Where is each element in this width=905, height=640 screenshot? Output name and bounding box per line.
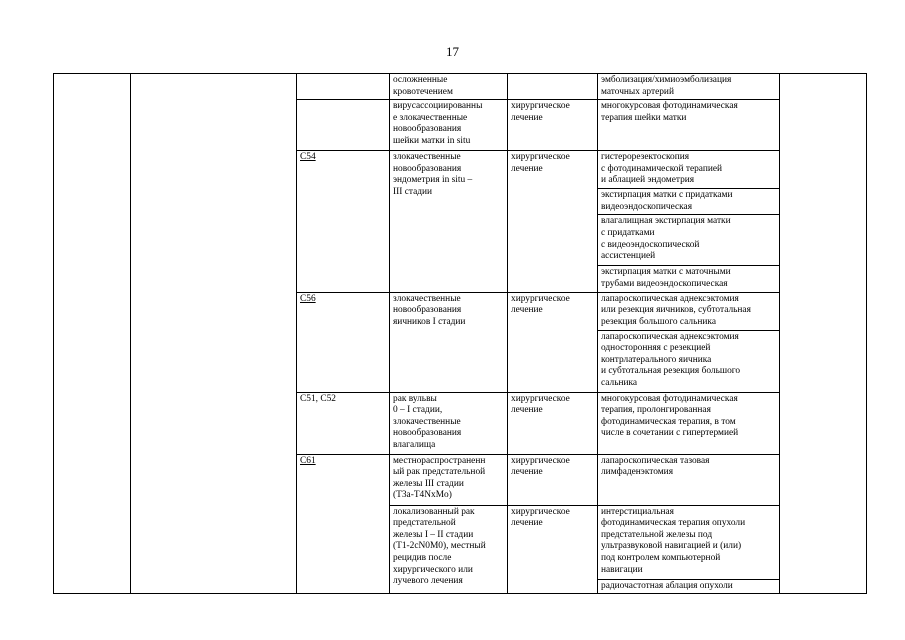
diagnosis-cell: осложненные кровотечением (390, 74, 508, 100)
icd-code-cell (297, 100, 390, 151)
treatment-cell: хирургическое лечение (508, 292, 598, 392)
icd-code-cell: C56 (297, 292, 390, 392)
icd-code-cell (297, 74, 390, 100)
profile-column (131, 74, 297, 594)
icd-code-cell: C54 (297, 151, 390, 292)
method-cell: радиочастотная аблация опухоли (598, 579, 780, 594)
treatment-cell: хирургическое лечение (508, 151, 598, 292)
diagnosis-cell: местнораспространенн ый рак предстательной железы III стадии (T3a-T4NxMo) (390, 454, 508, 505)
method-cell: лапароскопическая аднексэктомия односторонняя с резекцией контрлатерального яичника и субтотальная резекция большого сальника (598, 330, 780, 392)
treatment-cell: хирургическое лечение (508, 100, 598, 151)
icd-code-cell: C61 (297, 454, 390, 594)
number-column (54, 74, 131, 594)
treatment-cell: хирургическое лечение (508, 454, 598, 505)
method-cell: интерстициальная фотодинамическая терапия опухоли предстательной железы под ультразвуковой навигацией и (или) под контролем компьютерной навигации (598, 505, 780, 579)
icd-code-cell: C51, C52 (297, 392, 390, 454)
table-row (54, 74, 867, 100)
method-cell: экстирпация матки с маточными трубами видеоэндоскопическая (598, 266, 780, 292)
diagnosis-cell: злокачественные новообразования эндометрия in situ – III стадии (390, 151, 508, 292)
method-cell: гистерорезектоскопия с фотодинамической терапией и аблацией эндометрия (598, 151, 780, 189)
method-cell: эмболизация/химиоэмболизация маточных артерий (598, 74, 780, 100)
method-cell: многокурсовая фотодинамическая терапия, пролонгированная фотодинамическая терапия, в том числе в сочетании с гипертермией (598, 392, 780, 454)
diagnosis-cell: злокачественные новообразования яичников I стадии (390, 292, 508, 392)
norm-column (780, 74, 867, 594)
diagnosis-cell: вирусассоциированны е злокачественные новообразования шейки матки in situ (390, 100, 508, 151)
method-cell: лапароскопическая тазовая лимфаденэктомия (598, 454, 780, 505)
method-cell: многокурсовая фотодинамическая терапия шейки матки (598, 100, 780, 151)
procedures-table (53, 73, 867, 594)
treatment-cell: хирургическое лечение (508, 505, 598, 594)
method-cell: влагалищная экстирпация матки с придатками с видеоэндоскопической ассистенцией (598, 215, 780, 266)
treatment-cell (508, 74, 598, 100)
method-cell: лапароскопическая аднексэктомия или резекция яичников, субтотальная резекция большого сальника (598, 292, 780, 330)
diagnosis-cell: локализованный рак предстательной железы I – II стадии (T1-2cN0M0), местный рецидив после хирургического или лучевого лечения (390, 505, 508, 594)
page-number: 17 (446, 44, 459, 59)
treatment-cell: хирургическое лечение (508, 392, 598, 454)
diagnosis-cell: рак вульвы 0 – I стадии, злокачественные новообразования влагалища (390, 392, 508, 454)
method-cell: экстирпация матки с придатками видеоэндоскопическая (598, 189, 780, 215)
